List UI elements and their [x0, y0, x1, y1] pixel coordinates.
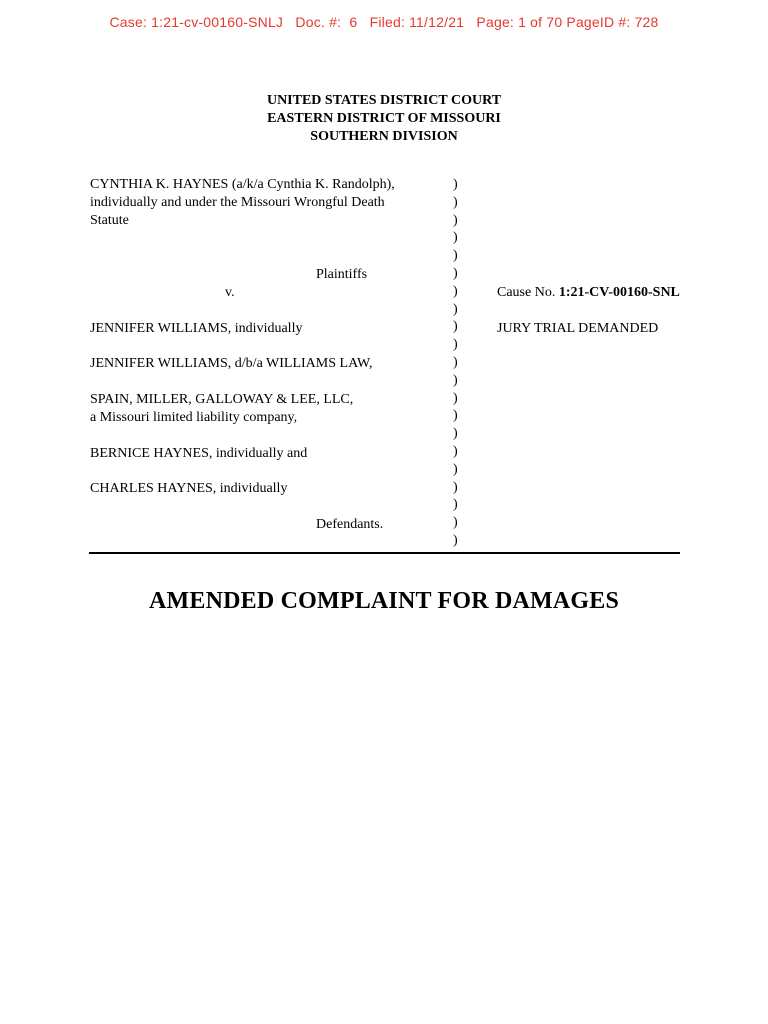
- plaintiff-capacity-line: individually and under the Missouri Wrongful Death: [90, 195, 385, 210]
- caption-paren: ): [453, 372, 458, 388]
- caption-paren: ): [453, 301, 458, 317]
- plaintiff-statute-line: Statute: [90, 213, 129, 228]
- caption-paren: ): [453, 497, 458, 513]
- caption-paren-column: [453, 176, 463, 550]
- caption-paren: ): [453, 408, 458, 424]
- court-heading: [0, 92, 768, 146]
- caption-paren: ): [453, 177, 458, 192]
- caption-paren: ): [453, 532, 458, 548]
- defendant-spain-miller: SPAIN, MILLER, GALLOWAY & LEE, LLC,: [90, 392, 354, 407]
- caption-paren: ): [453, 461, 458, 477]
- court-district: EASTERN DISTRICT OF MISSOURI: [267, 111, 501, 126]
- jury-demand: JURY TRIAL DEMANDED: [497, 321, 659, 336]
- cause-number-line: [497, 284, 680, 302]
- caption-paren: ): [453, 248, 458, 264]
- case-header-stamp: Case: 1:21-cv-00160-SNLJ Doc. #: 6 Filed: 11/12/21 Page: 1 of 70 PageID #: 728: [109, 14, 659, 30]
- caption-paren: ): [453, 319, 458, 335]
- defendant-williams-individual: JENNIFER WILLIAMS, individually: [90, 321, 303, 336]
- plaintiff-name-line: CYNTHIA K. HAYNES (a/k/a Cynthia K. Randolph),: [90, 177, 395, 192]
- court-name: UNITED STATES DISTRICT COURT: [266, 93, 502, 108]
- defendant-spain-miller-description: a Missouri limited liability company,: [90, 410, 298, 425]
- caption-paren: ): [453, 194, 458, 210]
- plaintiffs-label: Plaintiffs: [316, 267, 368, 282]
- caption-paren: ): [453, 426, 458, 442]
- caption-paren: ): [453, 390, 458, 406]
- versus-label: v.: [225, 285, 235, 300]
- caption-paren: ): [453, 212, 458, 228]
- defendant-bernice-haynes: BERNICE HAYNES, individually and: [90, 446, 308, 461]
- caption-paren: ): [453, 354, 458, 370]
- caption-paren: ): [453, 515, 458, 531]
- cause-label: Cause No.: [497, 285, 559, 300]
- defendant-williams-law: JENNIFER WILLIAMS, d/b/a WILLIAMS LAW,: [90, 356, 373, 371]
- court-division: SOUTHERN DIVISION: [310, 129, 458, 144]
- caption-paren: ): [453, 479, 458, 495]
- case-caption: [90, 176, 690, 548]
- caption-paren: ): [453, 337, 458, 353]
- caption-paren: ): [453, 230, 458, 246]
- defendants-label: Defendants.: [316, 517, 384, 532]
- caption-paren: ): [453, 283, 458, 299]
- caption-paren: ): [453, 265, 458, 281]
- defendant-charles-haynes: CHARLES HAYNES, individually: [90, 481, 288, 496]
- caption-divider-rule: [89, 552, 680, 554]
- cause-number: 1:21-CV-00160-SNL: [558, 285, 680, 300]
- document-title: AMENDED COMPLAINT FOR DAMAGES: [148, 588, 620, 614]
- caption-paren: ): [453, 443, 458, 459]
